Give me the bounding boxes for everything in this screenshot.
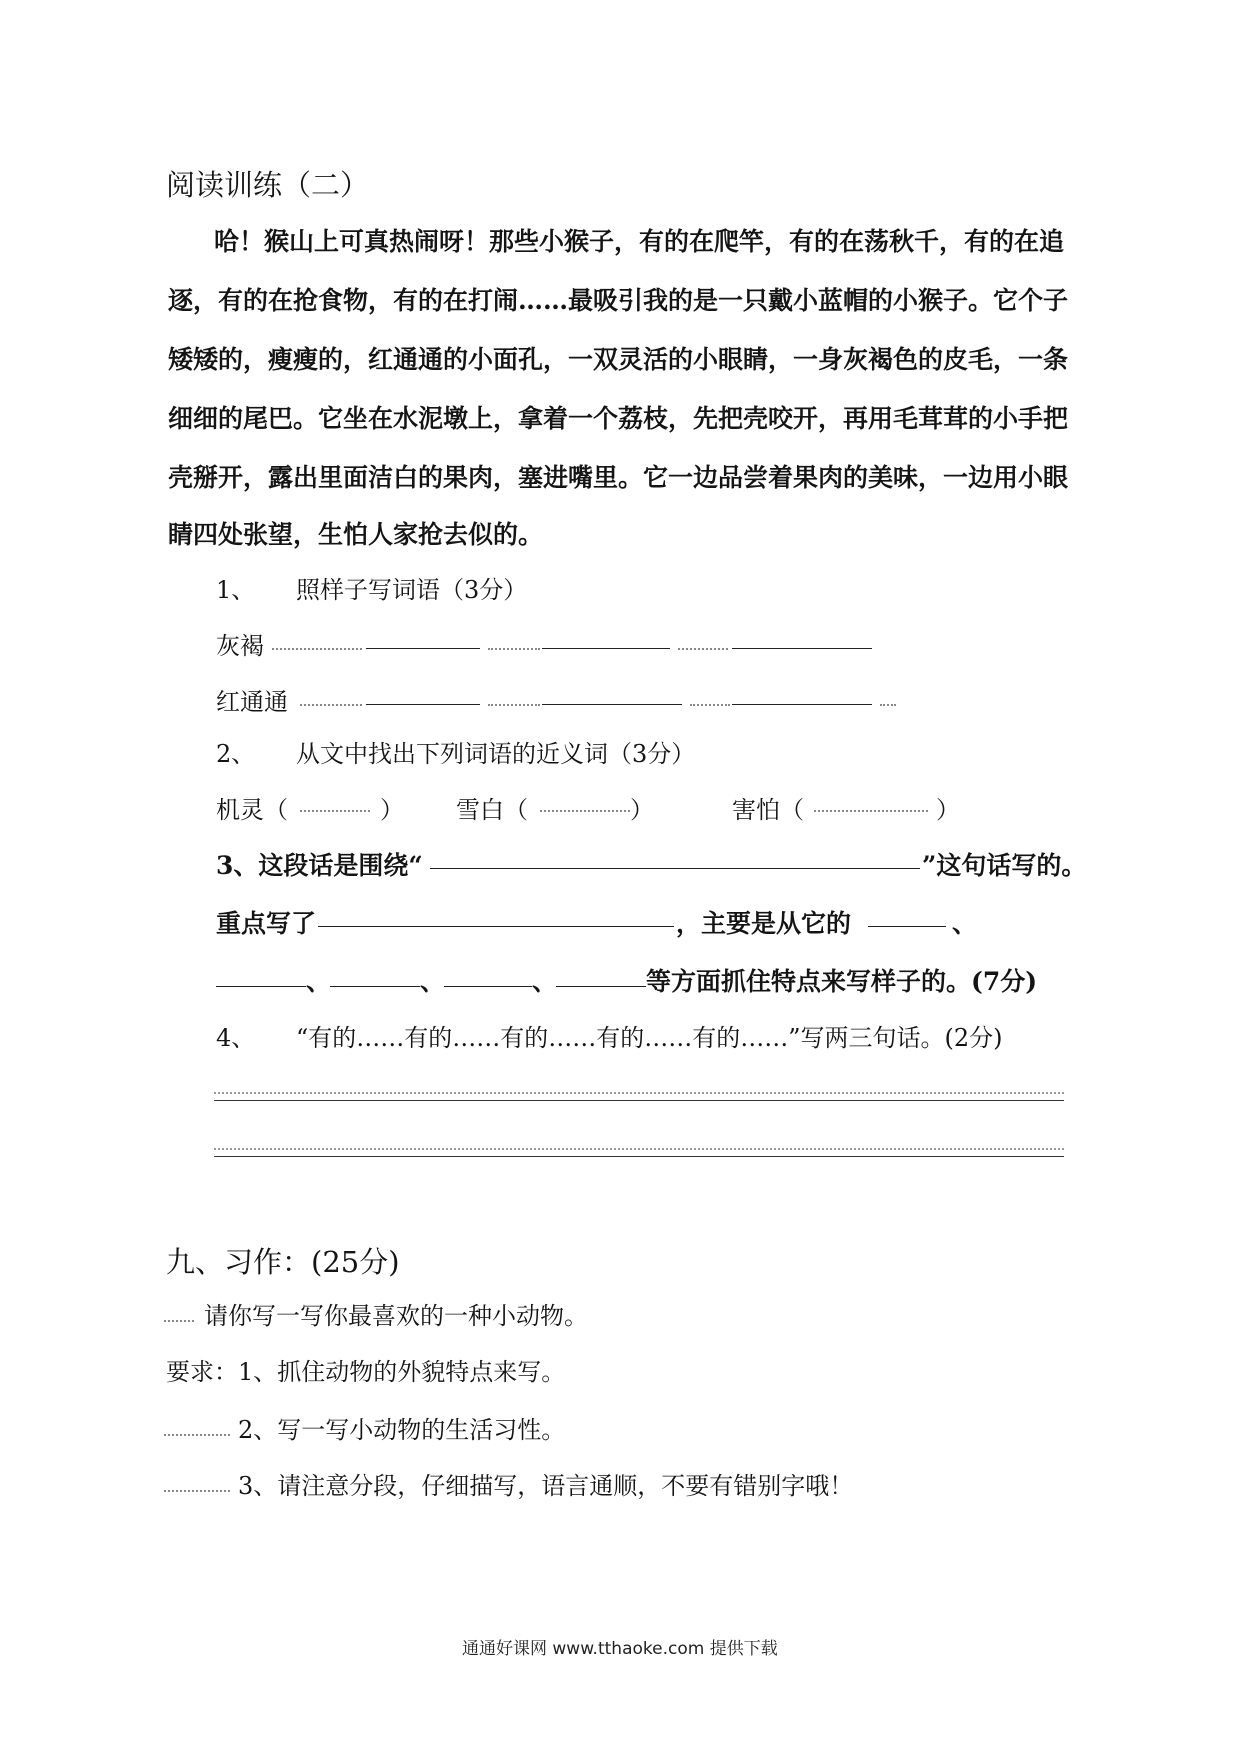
synonym-item-1: 机灵（ <box>216 796 288 824</box>
question-3-line-1-end: ”这句话写的。 <box>922 851 1087 880</box>
dotted-leader <box>690 704 730 706</box>
passage-line: 哈！猴山上可真热闹呀！那些小猴子，有的在爬竿，有的在荡秋千，有的在追 <box>214 227 1065 256</box>
question-number: 1、 <box>216 576 256 604</box>
requirements-label: 要求： <box>166 1358 238 1386</box>
question-number: 4、 <box>216 1024 256 1052</box>
answer-blank[interactable] <box>868 926 946 927</box>
dotted-indent <box>164 1320 194 1322</box>
separator: 、 <box>306 967 332 996</box>
answer-blank[interactable] <box>366 704 480 705</box>
section-9-title: 九、习作：(25分) <box>166 1245 400 1279</box>
section-title: 阅读训练（二） <box>166 168 370 202</box>
close-paren: ） <box>380 796 404 824</box>
separator: 、 <box>420 967 446 996</box>
writing-line[interactable] <box>214 1156 1064 1157</box>
answer-blank[interactable] <box>556 986 646 987</box>
answer-dotted-blank[interactable] <box>300 810 370 812</box>
example-word-1: 灰褐 <box>216 632 264 660</box>
answer-blank[interactable] <box>366 648 480 649</box>
footer-watermark: 通通好课网 www.tthaoke.com 提供下载 <box>462 1639 778 1659</box>
dotted-leader <box>880 704 896 706</box>
question-2 <box>216 734 695 769</box>
example-word-2: 红通通 <box>216 688 288 716</box>
question-3-line-2-start: 重点写了 <box>216 909 317 938</box>
answer-blank[interactable] <box>732 648 872 649</box>
question-4 <box>216 1018 1003 1053</box>
requirement-3: 3、请注意分段，仔细描写，语言通顺，不要有错别字哦！ <box>238 1472 854 1500</box>
question-text: “有的……有的……有的……有的……有的……”写两三句话。(2分) <box>296 1024 1003 1052</box>
requirement-1: 1、抓住动物的外貌特点来写。 <box>238 1358 566 1386</box>
question-3-line-1-start: 3、这段话是围绕“ <box>216 851 423 880</box>
dotted-leader <box>488 704 540 706</box>
answer-blank[interactable] <box>430 868 920 869</box>
writing-line[interactable] <box>214 1100 1064 1101</box>
answer-blank[interactable] <box>732 704 872 705</box>
passage-line: 细细的尾巴。它坐在水泥墩上，拿着一个荔枝，先把壳咬开，再用毛茸茸的小手把 <box>168 404 1069 433</box>
passage-line: 逐，有的在抢食物，有的在打闹……最吸引我的是一只戴小蓝帽的小猴子。它个子 <box>168 286 1069 315</box>
question-3-line-3-end: 等方面抓住特点来写样子的。(7分) <box>646 967 1038 996</box>
dotted-leader <box>300 704 362 706</box>
answer-blank[interactable] <box>318 926 674 927</box>
answer-blank[interactable] <box>216 986 306 987</box>
close-paren: ） <box>936 796 960 824</box>
synonym-item-2: 雪白（ <box>456 796 528 824</box>
dotted-indent <box>164 1490 230 1492</box>
answer-blank[interactable] <box>444 986 532 987</box>
question-number: 2、 <box>216 740 256 768</box>
synonym-item-3: 害怕（ <box>732 796 804 824</box>
separator: 、 <box>532 967 558 996</box>
requirement-2: 2、写一写小动物的生活习性。 <box>238 1416 566 1444</box>
close-paren: ） <box>630 796 654 824</box>
answer-blank[interactable] <box>330 986 420 987</box>
passage-line: 矮矮的，瘦瘦的，红通通的小面孔，一双灵活的小眼睛，一身灰褐色的皮毛，一条 <box>168 345 1069 374</box>
dotted-leader <box>488 648 540 650</box>
question-1 <box>216 570 527 605</box>
composition-prompt: 请你写一写你最喜欢的一种小动物。 <box>204 1302 588 1330</box>
answer-blank[interactable] <box>542 704 682 705</box>
separator: 、 <box>952 909 978 938</box>
answer-blank[interactable] <box>542 648 670 649</box>
writing-line-dots <box>214 1148 1064 1150</box>
passage-line: 壳掰开，露出里面洁白的果肉，塞进嘴里。它一边品尝着果肉的美味，一边用小眼 <box>168 463 1069 492</box>
dotted-leader <box>678 648 728 650</box>
dotted-indent <box>164 1434 230 1436</box>
answer-dotted-blank[interactable] <box>814 810 928 812</box>
passage-line: 睛四处张望，生怕人家抢去似的。 <box>168 520 544 549</box>
question-text: 从文中找出下列词语的近义词（3分） <box>296 740 696 768</box>
question-text: 照样子写词语（3分） <box>296 576 528 604</box>
dotted-leader <box>272 648 362 650</box>
question-3-line-2-mid: ，主要是从它的 <box>676 909 852 938</box>
writing-line-dots <box>214 1092 1064 1094</box>
answer-dotted-blank[interactable] <box>540 810 630 812</box>
